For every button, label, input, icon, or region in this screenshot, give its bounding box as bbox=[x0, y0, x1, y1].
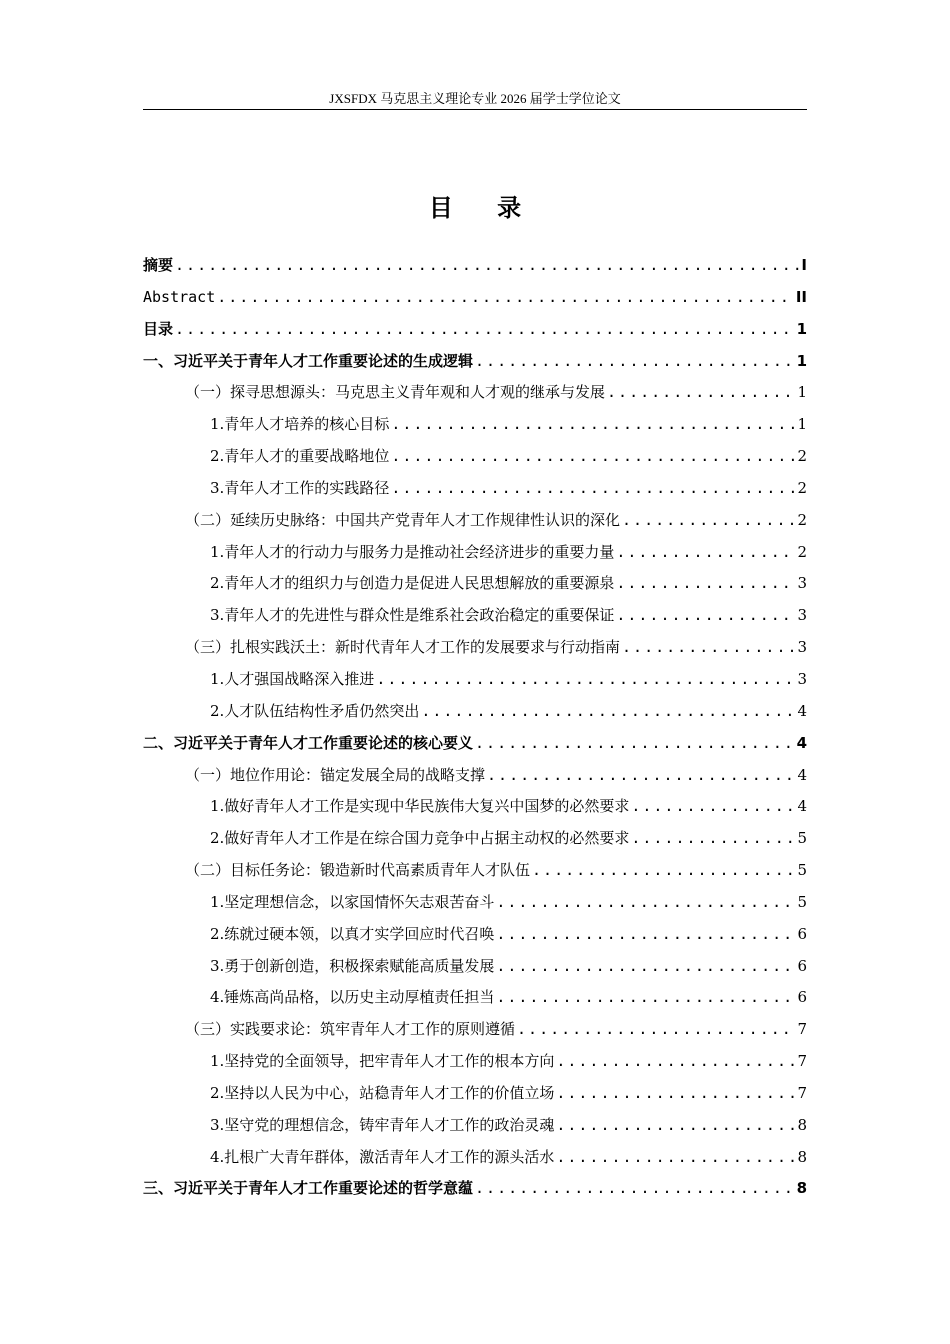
header-rule bbox=[143, 109, 807, 110]
toc-dot-leader bbox=[556, 1110, 795, 1142]
toc-page-number: 6 bbox=[797, 924, 807, 943]
toc-page-number: II bbox=[795, 287, 807, 306]
toc-entry-title: 摘要 bbox=[143, 256, 174, 274]
toc-entry-title: 3.勇于创新创造，积极探索赋能高质量发展 bbox=[210, 956, 495, 975]
toc-page-number: 2 bbox=[797, 447, 807, 466]
toc-dot-leader bbox=[616, 537, 795, 569]
table-of-contents bbox=[143, 250, 807, 1205]
toc-entry-title: 2.练就过硬本领，以真才实学回应时代召唤 bbox=[210, 924, 495, 943]
toc-entry-title: 1.坚定理想信念，以家国情怀矢志艰苦奋斗 bbox=[210, 892, 495, 911]
toc-entry-title: 1.人才强国战略深入推进 bbox=[210, 669, 375, 688]
toc-page-number: 8 bbox=[797, 1147, 807, 1166]
toc-entry[interactable] bbox=[143, 282, 807, 314]
toc-dot-leader bbox=[475, 728, 795, 760]
toc-entry[interactable] bbox=[143, 791, 807, 823]
toc-entry-title: 二、习近平关于青年人才工作重要论述的核心要义 bbox=[143, 733, 474, 752]
toc-entry[interactable] bbox=[143, 1078, 807, 1110]
toc-page-number: 5 bbox=[797, 829, 807, 848]
toc-dot-leader bbox=[556, 1078, 795, 1110]
toc-page-number: I bbox=[801, 256, 807, 274]
toc-entry-title: 2.坚持以人民为中心，站稳青年人才工作的价值立场 bbox=[210, 1083, 555, 1102]
toc-dot-leader bbox=[496, 887, 795, 919]
toc-entry[interactable] bbox=[143, 982, 807, 1014]
toc-dot-leader bbox=[475, 346, 795, 378]
toc-page-number: 4 bbox=[797, 797, 807, 816]
toc-dot-leader bbox=[556, 1046, 795, 1078]
toc-entry-title: 4.锤炼高尚品格，以历史主动厚植责任担当 bbox=[210, 988, 495, 1007]
toc-page-number: 7 bbox=[797, 1052, 807, 1071]
toc-dot-leader bbox=[496, 982, 795, 1014]
toc-dot-leader bbox=[391, 473, 795, 505]
toc-entry-title: 2.青年人才的组织力与创造力是促进人民思想解放的重要源泉 bbox=[210, 574, 615, 593]
toc-entry-title: 1.做好青年人才工作是实现中华民族伟大复兴中国梦的必然要求 bbox=[210, 797, 630, 816]
toc-dot-leader bbox=[175, 250, 799, 282]
toc-entry[interactable] bbox=[143, 887, 807, 919]
toc-dot-leader bbox=[616, 600, 795, 632]
toc-page-number: 5 bbox=[797, 892, 807, 911]
toc-entry[interactable] bbox=[143, 1046, 807, 1078]
toc-entry[interactable] bbox=[143, 505, 807, 537]
toc-entry-title: （二）延续历史脉络：中国共产党青年人才工作规律性认识的深化 bbox=[185, 510, 621, 529]
toc-entry[interactable] bbox=[143, 409, 807, 441]
toc-page-number: 1 bbox=[797, 415, 807, 434]
toc-entry[interactable] bbox=[143, 346, 807, 378]
toc-page-number: 1 bbox=[796, 319, 807, 338]
toc-page-number: 6 bbox=[797, 956, 807, 975]
toc-entry[interactable] bbox=[143, 951, 807, 983]
toc-page-number: 7 bbox=[797, 1020, 807, 1039]
toc-entry-title: 4.扎根广大青年群体，激活青年人才工作的源头活水 bbox=[210, 1147, 555, 1166]
toc-entry-title: Abstract bbox=[143, 287, 216, 306]
toc-entry-title: 2.青年人才的重要战略地位 bbox=[210, 447, 390, 466]
toc-entry[interactable] bbox=[143, 664, 807, 696]
toc-page-number: 2 bbox=[797, 510, 807, 529]
toc-page-number: 4 bbox=[797, 701, 807, 720]
toc-entry[interactable] bbox=[143, 377, 807, 409]
toc-dot-leader bbox=[532, 855, 795, 887]
toc-entry[interactable] bbox=[143, 919, 807, 951]
toc-entry[interactable] bbox=[143, 728, 807, 760]
toc-entry[interactable] bbox=[143, 537, 807, 569]
toc-page-number: 5 bbox=[797, 861, 807, 880]
toc-dot-leader bbox=[391, 441, 795, 473]
toc-entry-title: 1.青年人才培养的核心目标 bbox=[210, 415, 390, 434]
toc-entry-title: （一）探寻思想源头：马克思主义青年观和人才观的继承与发展 bbox=[185, 383, 606, 402]
toc-entry[interactable] bbox=[143, 441, 807, 473]
toc-page-number: 4 bbox=[796, 733, 807, 752]
toc-page-number: 2 bbox=[797, 478, 807, 497]
toc-entry[interactable] bbox=[143, 632, 807, 664]
toc-entry[interactable] bbox=[143, 314, 807, 346]
toc-page-number: 1 bbox=[797, 383, 807, 402]
toc-dot-leader bbox=[376, 664, 795, 696]
toc-entry[interactable] bbox=[143, 473, 807, 505]
toc-page-number: 3 bbox=[797, 669, 807, 688]
toc-entry-title: 1.坚持党的全面领导，把牢青年人才工作的根本方向 bbox=[210, 1052, 555, 1071]
toc-dot-leader bbox=[631, 823, 795, 855]
toc-entry-title: （三）扎根实践沃土：新时代青年人才工作的发展要求与行动指南 bbox=[185, 638, 621, 657]
toc-entry-title: 三、习近平关于青年人才工作重要论述的哲学意蕴 bbox=[143, 1179, 474, 1198]
toc-dot-leader bbox=[475, 1173, 795, 1205]
toc-entry-title: （三）实践要求论：筑牢青年人才工作的原则遵循 bbox=[185, 1020, 516, 1039]
toc-entry-title: （一）地位作用论：锚定发展全局的战略支撑 bbox=[185, 765, 486, 784]
toc-entry-title: 1.青年人才的行动力与服务力是推动社会经济进步的重要力量 bbox=[210, 542, 615, 561]
toc-dot-leader bbox=[496, 919, 795, 951]
toc-entry-title: （二）目标任务论：锻造新时代高素质青年人才队伍 bbox=[185, 861, 531, 880]
toc-entry[interactable] bbox=[143, 1110, 807, 1142]
toc-entry[interactable] bbox=[143, 1014, 807, 1046]
toc-entry-title: 2.做好青年人才工作是在综合国力竞争中占据主动权的必然要求 bbox=[210, 829, 630, 848]
toc-entry[interactable] bbox=[143, 823, 807, 855]
toc-page-number: 3 bbox=[797, 606, 807, 625]
toc-entry[interactable] bbox=[143, 250, 807, 282]
toc-entry[interactable] bbox=[143, 696, 807, 728]
toc-dot-leader bbox=[556, 1142, 795, 1174]
toc-page-number: 8 bbox=[796, 1179, 807, 1198]
toc-dot-leader bbox=[391, 409, 795, 441]
toc-page-number: 7 bbox=[797, 1083, 807, 1102]
toc-page-number: 2 bbox=[797, 542, 807, 561]
toc-page-number: 4 bbox=[797, 765, 807, 784]
running-header: JXSFDX 马克思主义理论专业 2026 届学士学位论文 bbox=[329, 91, 621, 106]
toc-page-number: 6 bbox=[797, 988, 807, 1007]
toc-dot-leader bbox=[631, 791, 795, 823]
toc-entry-title: 3.青年人才工作的实践路径 bbox=[210, 478, 390, 497]
page-title: 目 录 bbox=[428, 194, 540, 222]
toc-page-number: 3 bbox=[797, 638, 807, 657]
toc-dot-leader bbox=[175, 314, 795, 346]
toc-page-number: 1 bbox=[796, 351, 807, 370]
toc-entry-title: 一、习近平关于青年人才工作重要论述的生成逻辑 bbox=[143, 351, 474, 370]
toc-dot-leader bbox=[496, 951, 795, 983]
toc-entry[interactable] bbox=[143, 1173, 807, 1205]
toc-dot-leader bbox=[487, 760, 795, 792]
toc-entry-title: 目录 bbox=[143, 319, 174, 338]
toc-page-number: 8 bbox=[797, 1115, 807, 1134]
toc-entry[interactable] bbox=[143, 855, 807, 887]
toc-entry-title: 3.青年人才的先进性与群众性是维系社会政治稳定的重要保证 bbox=[210, 606, 615, 625]
toc-dot-leader bbox=[616, 568, 795, 600]
toc-dot-leader bbox=[622, 632, 795, 664]
toc-dot-leader bbox=[607, 377, 795, 409]
toc-entry[interactable] bbox=[143, 568, 807, 600]
toc-dot-leader bbox=[622, 505, 795, 537]
toc-dot-leader bbox=[217, 282, 794, 314]
toc-entry[interactable] bbox=[143, 600, 807, 632]
toc-entry-title: 3.坚守党的理想信念，铸牢青年人才工作的政治灵魂 bbox=[210, 1115, 555, 1134]
toc-dot-leader bbox=[517, 1014, 795, 1046]
toc-dot-leader bbox=[421, 696, 795, 728]
toc-entry[interactable] bbox=[143, 1142, 807, 1174]
toc-entry[interactable] bbox=[143, 760, 807, 792]
toc-entry-title: 2.人才队伍结构性矛盾仍然突出 bbox=[210, 701, 420, 720]
toc-page-number: 3 bbox=[797, 574, 807, 593]
